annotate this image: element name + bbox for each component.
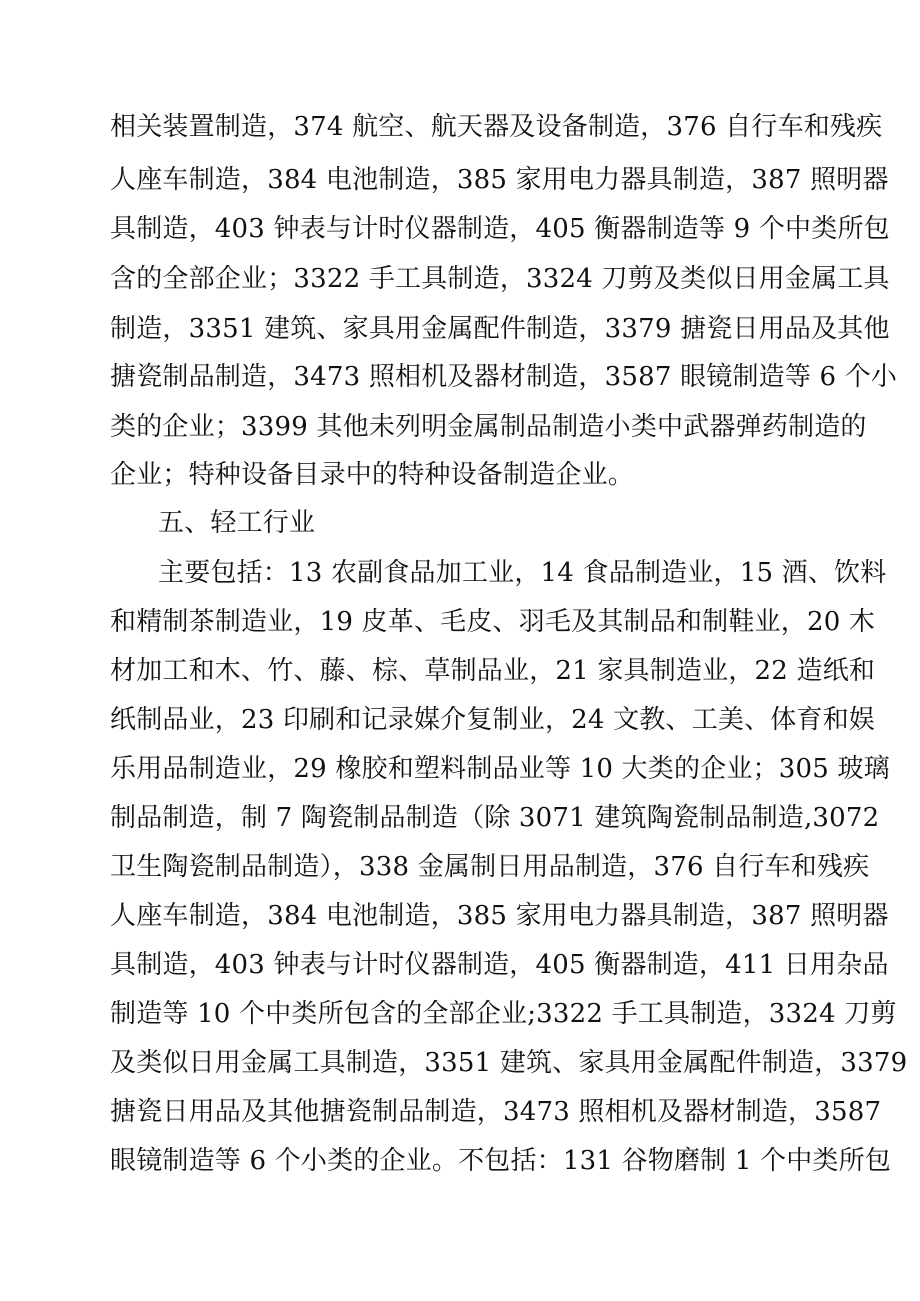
text-line: 材加工和木、竹、藤、棕、草制品业，21 家具制造业，22 造纸和 [110, 656, 876, 686]
text-line: 人座车制造，384 电池制造，385 家用电力器具制造，387 照明器 [110, 165, 889, 195]
text-line: 企业；特种设备目录中的特种设备制造企业。 [110, 460, 635, 490]
text-line: 类的企业；3399 其他未列明金属制品制造小类中武器弹药制造的 [110, 412, 867, 442]
text-line: 纸制品业，23 印刷和记录媒介复制业，24 文教、工美、体育和娱 [110, 705, 876, 735]
text-line: 制造，3351 建筑、家具用金属配件制造，3379 搪瓷日用品及其他 [110, 314, 890, 344]
text-line: 具制造，403 钟表与计时仪器制造，405 衡器制造等 9 个中类所包 [110, 214, 890, 244]
text-line: 和精制茶制造业，19 皮革、毛皮、羽毛及其制品和制鞋业，20 木 [110, 607, 876, 637]
text-line: 相关装置制造，374 航空、航天器及设备制造，376 自行车和残疾 [110, 112, 883, 142]
paragraph-first-line: 主要包括：13 农副食品加工业，14 食品制造业，15 酒、饮料 [158, 558, 887, 588]
text-line: 乐用品制造业，29 橡胶和塑料制品业等 10 大类的企业；305 玻璃 [110, 754, 890, 784]
text-line: 卫生陶瓷制品制造），338 金属制日用品制造，376 自行车和残疾 [110, 852, 870, 882]
text-line: 具制造，403 钟表与计时仪器制造，405 衡器制造，411 日用杂品 [110, 950, 889, 980]
text-line: 制品制造，制 7 陶瓷制品制造（除 3071 建筑陶瓷制品制造,3072 [110, 803, 880, 833]
text-line: 眼镜制造等 6 个小类的企业。不包括：131 谷物磨制 1 个中类所包 [110, 1146, 892, 1176]
section-heading: 五、轻工行业 [158, 508, 316, 538]
text-line: 人座车制造，384 电池制造，385 家用电力器具制造，387 照明器 [110, 901, 889, 931]
text-line: 含的全部企业；3322 手工具制造，3324 刀剪及类似日用金属工具 [110, 264, 890, 294]
text-line: 搪瓷制品制造，3473 照相机及器材制造，3587 眼镜制造等 6 个小 [110, 362, 898, 392]
text-line: 及类似日用金属工具制造，3351 建筑、家具用金属配件制造，3379 [110, 1048, 908, 1078]
text-line: 搪瓷日用品及其他搪瓷制品制造，3473 照相机及器材制造，3587 [110, 1097, 882, 1127]
text-line: 制造等 10 个中类所包含的全部企业;3322 手工具制造，3324 刀剪 [110, 999, 897, 1029]
